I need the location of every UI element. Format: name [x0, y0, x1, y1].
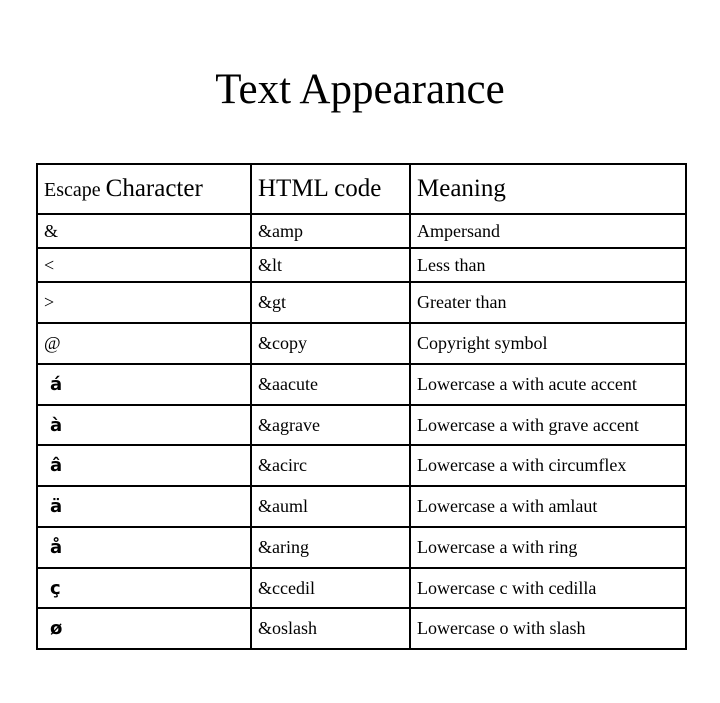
cell-meaning: Lowercase a with amlaut — [410, 486, 686, 527]
cell-meaning: Lowercase o with slash — [410, 608, 686, 649]
cell-character: ø — [37, 608, 251, 649]
cell-meaning: Lowercase a with grave accent — [410, 405, 686, 445]
table-row — [37, 405, 686, 445]
table-row — [37, 445, 686, 486]
table-row — [37, 527, 686, 568]
cell-code: &auml — [251, 486, 410, 527]
cell-code: &copy — [251, 323, 410, 364]
table-row — [37, 282, 686, 323]
cell-character: @ — [37, 323, 251, 364]
cell-character: á — [37, 364, 251, 405]
escape-character-table — [36, 163, 687, 650]
header-character-label: Character — [105, 175, 203, 202]
cell-character: & — [37, 214, 251, 248]
cell-meaning: Ampersand — [410, 214, 686, 248]
cell-code: &aring — [251, 527, 410, 568]
cell-code: &gt — [251, 282, 410, 323]
header-escape-label: Escape — [44, 179, 101, 201]
cell-meaning: Lowercase c with cedilla — [410, 568, 686, 608]
cell-character: < — [37, 248, 251, 282]
table-row — [37, 486, 686, 527]
cell-meaning: Lowercase a with acute accent — [410, 364, 686, 405]
table-row — [37, 214, 686, 248]
table-row — [37, 568, 686, 608]
cell-code: &oslash — [251, 608, 410, 649]
cell-meaning: Copyright symbol — [410, 323, 686, 364]
header-escape-character — [37, 164, 251, 214]
cell-character: å — [37, 527, 251, 568]
cell-character: ç — [37, 568, 251, 608]
cell-character: à — [37, 405, 251, 445]
cell-code: &lt — [251, 248, 410, 282]
cell-meaning: Lowercase a with circumflex — [410, 445, 686, 486]
cell-character: ä — [37, 486, 251, 527]
header-meaning: Meaning — [410, 164, 686, 214]
cell-code: &ccedil — [251, 568, 410, 608]
table-header-row — [37, 164, 686, 214]
page-title: Text Appearance — [215, 66, 505, 113]
header-html-code: HTML code — [251, 164, 410, 214]
cell-character: > — [37, 282, 251, 323]
cell-code: &aacute — [251, 364, 410, 405]
cell-meaning: Less than — [410, 248, 686, 282]
table-row — [37, 364, 686, 405]
cell-code: &agrave — [251, 405, 410, 445]
cell-meaning: Greater than — [410, 282, 686, 323]
table-row — [37, 323, 686, 364]
cell-code: &acirc — [251, 445, 410, 486]
table-row — [37, 248, 686, 282]
cell-code: &amp — [251, 214, 410, 248]
cell-meaning: Lowercase a with ring — [410, 527, 686, 568]
cell-character: â — [37, 445, 251, 486]
table-row — [37, 608, 686, 649]
